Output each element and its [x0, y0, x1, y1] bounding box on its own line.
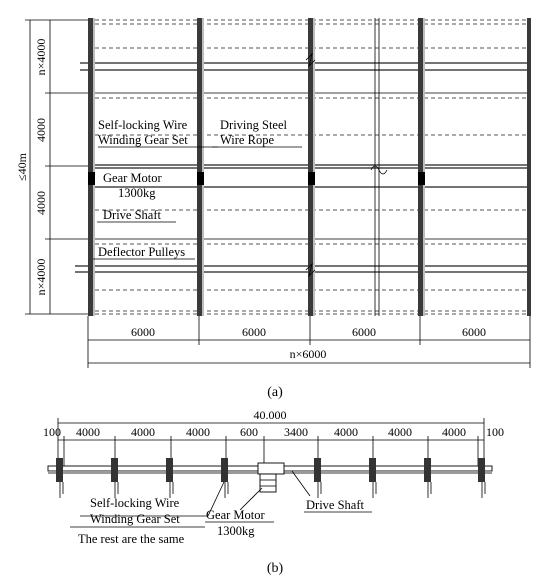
gear-motor-2	[197, 172, 204, 185]
ropes-6	[373, 482, 376, 498]
label-gear-set-2: Winding Gear Set	[98, 133, 188, 147]
dim-b-labels	[43, 425, 504, 439]
gear-set-4	[221, 458, 228, 482]
seg-b-4: 600	[240, 425, 258, 439]
b-label-motor-1: Gear Motor	[206, 508, 265, 522]
column-1	[88, 18, 93, 316]
b-label-gear-set-2: Winding Gear Set	[90, 512, 180, 526]
panel-b	[43, 408, 504, 576]
label-gear-set-1: Self-locking Wire	[98, 118, 188, 132]
b-label-motor-2: 1300kg	[217, 524, 255, 538]
column-1-edge	[93, 18, 95, 316]
label-drive-shaft: Drive Shaft	[103, 208, 161, 222]
dim-span-1: 6000	[131, 325, 155, 339]
gear-set-6	[369, 458, 376, 482]
column-5	[527, 18, 531, 316]
gear-motor-3	[308, 172, 315, 185]
b-label-rest-same: The rest are the same	[78, 532, 185, 546]
column-4	[418, 18, 423, 316]
gear-motor-4	[418, 172, 425, 185]
seg-b-2: 4000	[131, 425, 155, 439]
ropes-5	[318, 482, 321, 498]
column-4-edge	[423, 18, 425, 316]
gear-motor-1	[88, 172, 95, 185]
label-motor-1: Gear Motor	[103, 171, 162, 185]
dim-span-2: 6000	[242, 325, 266, 339]
seg-b-9: 100	[486, 425, 504, 439]
b-label-gear-set-1: Self-locking Wire	[90, 496, 180, 510]
b-label-drive-shaft: Drive Shaft	[306, 498, 364, 512]
dim-seg-2: 4000	[34, 118, 48, 142]
ropes-1	[60, 482, 63, 498]
dim-seg-1: n×4000	[34, 38, 48, 76]
gear-motor-elevation	[258, 463, 284, 492]
dim-seg-4: n×4000	[34, 258, 48, 296]
ropes-4	[225, 482, 228, 498]
leader-b-shaft	[292, 471, 310, 496]
left-dimension	[15, 20, 88, 314]
leader-b-motor	[240, 488, 262, 510]
label-deflector: Deflector Pulleys	[98, 245, 186, 259]
ropes-7	[428, 482, 431, 498]
seg-b-8: 4000	[442, 425, 466, 439]
caption-b: (b)	[266, 561, 284, 576]
bottom-dimension	[88, 316, 530, 368]
seg-b-1: 4000	[76, 425, 100, 439]
caption-a: (a)	[267, 385, 283, 400]
seg-b-0: 100	[43, 425, 61, 439]
gear-set-5	[314, 458, 321, 482]
seg-b-7: 4000	[388, 425, 412, 439]
gear-set-3	[166, 458, 173, 482]
seg-b-5: 3400	[284, 425, 308, 439]
label-rope-1: Driving Steel	[220, 118, 288, 132]
dim-seg-3: 4000	[34, 191, 48, 215]
panel-a	[15, 18, 531, 400]
dim-total-height: ≤40m	[15, 153, 29, 181]
label-rope-2: Wire Rope	[220, 133, 274, 147]
dim-span-4: 6000	[462, 325, 486, 339]
ropes-8	[482, 482, 485, 498]
motor-coupling	[258, 463, 284, 474]
column-2-edge	[202, 18, 204, 316]
gear-set-8	[478, 458, 485, 482]
dim-span-3: 6000	[352, 325, 376, 339]
gear-set-7	[424, 458, 431, 482]
dim-b-total: 40.000	[253, 408, 287, 422]
seg-b-3: 4000	[186, 425, 210, 439]
gear-set-1	[56, 458, 63, 482]
dim-total-width: n×6000	[289, 347, 327, 361]
dim-b-ticks	[58, 418, 484, 470]
label-motor-2: 1300kg	[118, 186, 156, 200]
column-2	[197, 18, 202, 316]
gear-set-2	[111, 458, 118, 482]
seg-b-6: 4000	[334, 425, 358, 439]
motor-body	[260, 474, 276, 492]
